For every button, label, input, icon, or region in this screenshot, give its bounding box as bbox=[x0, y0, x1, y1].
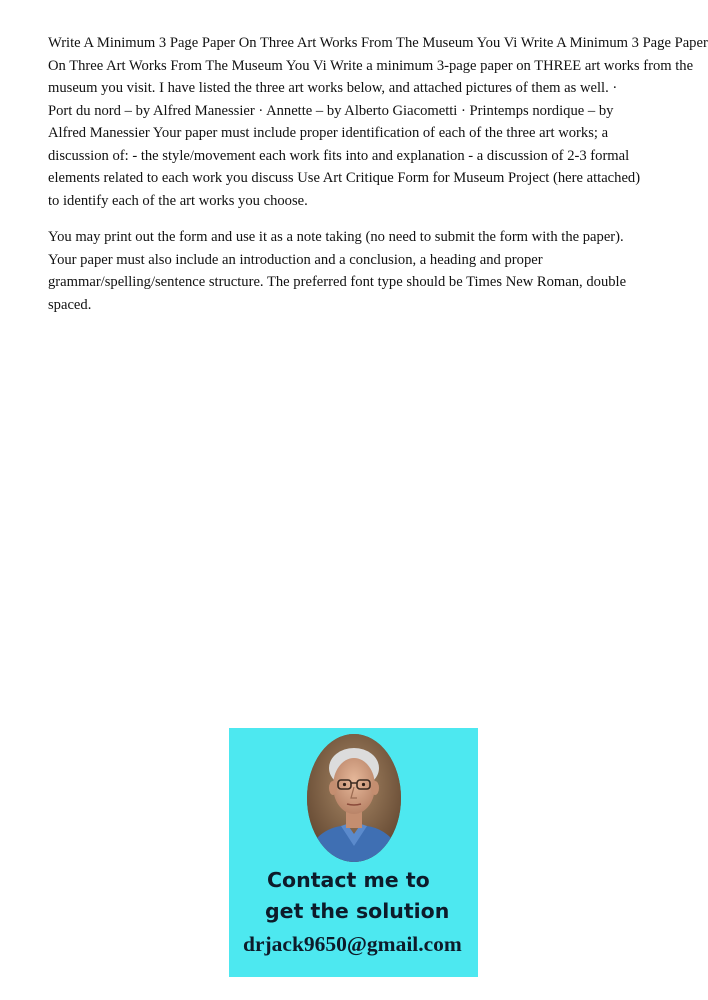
text-line: Alfred Manessier Your paper must include proper identification of each of the three art works; a bbox=[48, 125, 609, 141]
paragraph-spacer bbox=[48, 212, 708, 226]
text-line: Write A Minimum 3 Page Paper On Three Art Works From The Museum You Vi Write A Minimum 3 Page Paper bbox=[48, 35, 708, 51]
text-line: Port du nord – by Alfred Manessier · Annette – by Alberto Giacometti · Printemps nordique – by bbox=[48, 102, 614, 119]
text-line: museum you visit. I have listed the three art works below, and attached pictures of them as well. · bbox=[48, 80, 618, 96]
text-line: spaced. bbox=[48, 296, 92, 313]
text-line: grammar/spelling/sentence structure. The preferred font type should be Times New Roman, double bbox=[48, 274, 627, 290]
portrait-illustration bbox=[307, 734, 401, 862]
person-portrait-icon bbox=[307, 734, 401, 862]
contact-heading-line-2: get the solution bbox=[265, 899, 450, 923]
contact-heading-line-1: Contact me to bbox=[267, 868, 430, 892]
text-line: Your paper must also include an introduction and a conclusion, a heading and proper bbox=[48, 251, 543, 268]
contact-promo-banner bbox=[229, 728, 478, 977]
text-line: You may print out the form and use it as a note taking (no need to submit the form with the paper). bbox=[48, 229, 624, 245]
text-line: discussion of: - the style/movement each work fits into and explanation - a discussion of 2-3 formal bbox=[48, 147, 630, 164]
document-body bbox=[48, 32, 708, 316]
paragraph-1 bbox=[48, 32, 708, 212]
contact-email: drjack9650@gmail.com bbox=[243, 932, 462, 956]
text-line: On Three Art Works From The Museum You Vi Write a minimum 3-page paper on THREE art works from the bbox=[48, 57, 694, 74]
text-line: elements related to each work you discuss Use Art Critique Form for Museum Project (here attached) bbox=[48, 170, 641, 186]
paragraph-2 bbox=[48, 226, 708, 316]
text-line: to identify each of the art works you choose. bbox=[48, 192, 308, 209]
